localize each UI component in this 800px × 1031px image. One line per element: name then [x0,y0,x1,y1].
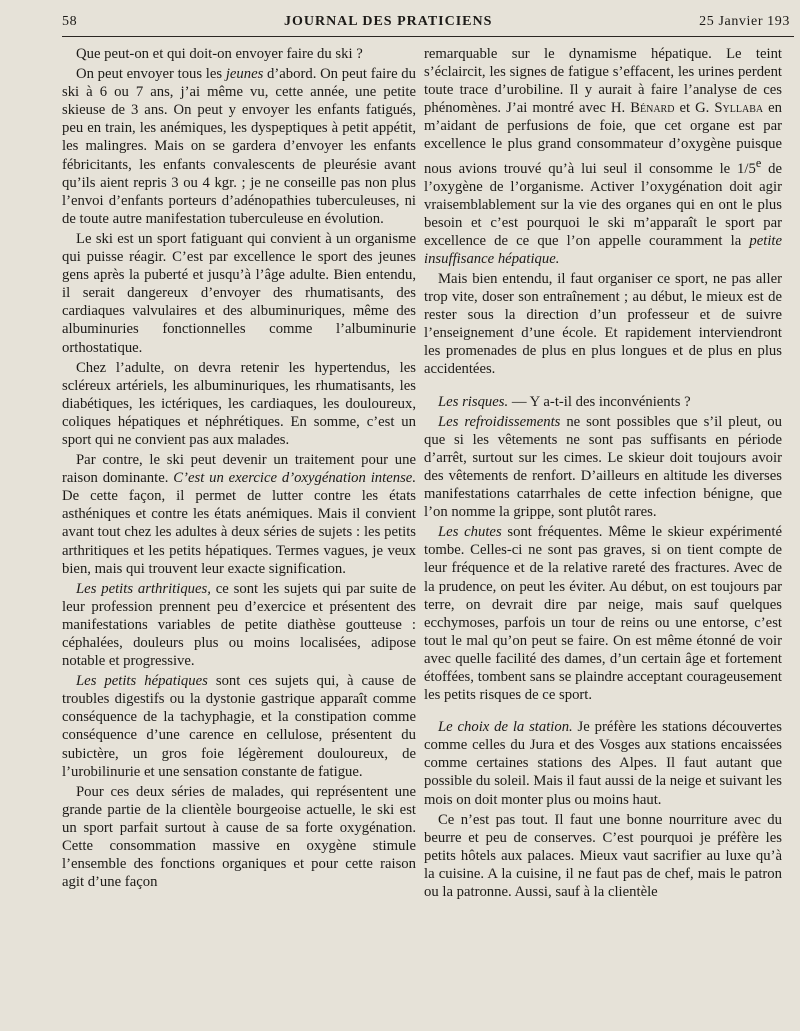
section-heading: Le choix de la station. [438,719,573,736]
section-heading: Les risques. [438,393,509,410]
journal-title: JOURNAL DES PRATICIENS [283,14,493,29]
right-column [424,45,782,903]
author-name: Bénard [630,100,675,117]
section-heading-paragraph: Le choix de la station. Je préfère les stations découvertes comme celles du Jura et des Vosges aux stations encaissées comme certaines stations des Alpes. Il faut autant que possible du soleil. Mais il faut aussi de la neige et suivant les mois on doit monter plus ou moins haut. [424,719,782,808]
page-header [62,14,790,36]
page-number: 58 [62,14,78,29]
paragraph: Mais bien entendu, il faut organiser ce sport, ne pas aller trop vite, doser son entraînement ; au début, le mieux est de rester sous la direction d’un professeur et de suivre l’enseignement d’une école. Et rapidement interviendront les promenades de plus en plus longues et de plus en plus accidentées. [424,271,782,378]
paragraph: Les petits arthritiques, ce sont les sujets qui par suite de leur profession prennent peu d’exercice et présentent des manifestations variables de petite diathèse goutteuse : céphalées, douleurs plus ou moins localisées, adipose notable et progressive. [62,580,417,670]
author-name: Syllaba [714,100,764,117]
issue-date: 25 Janvier 193 [699,14,790,29]
paragraph: Le ski est un sport fatiguant qui convient à un organisme qui puisse réagir. C’est par excellence le sport des jeunes gens après la puberté et jusqu’à l’âge adulte. Bien entendu, il serait dangereux d’envoyer des rhumatisants, des cardiaques valvulaires et des albuminuriques, même des albuminuries fonctionnelles comme l’albuminurie orthostatique. [62,230,416,356]
left-column [62,45,416,893]
paragraph: Par contre, le ski peut devenir un traitement pour une raison dominante. C’est un exercice d’oxygénation intense. De cette façon, il permet de lutter contre les états asthéniques et contre les états anémiques. Mais il convient avant tout chez les adultes à deux séries de sujets : les petits arthritiques et les petits hépatiques. Termes vagues, je veux bien, mais qui trouvent leur exacte signification. [62,452,416,577]
paragraph: Pour ces deux séries de malades, qui représentent une grande partie de la clientèle bourgeoise actuelle, le ski est un sport parfait surtout à cause de sa forte oxygénation. Cette consommation massive en oxygène stimule l’ensemble des fonctions organiques et pour cette raison agit d’une façon [62,783,416,891]
paragraph: Les refroidissements ne sont possibles que s’il pleut, ou que si les vêtements ne sont pas suffisants en période d’arrêt, surtout sur les cimes. Le skieur doit toujours avoir des vêtements de renfort. D’ailleurs en altitude les diverses manifestations catarrhales de cette infection bénigne, que l’on nomme la grippe, sont plutôt rares. [424,413,782,521]
paragraph: Ce n’est pas tout. Il faut une bonne nourriture avec du beurre et peu de conserves. C’est pourquoi je préfère les petits hôtels aux palaces. Mieux vaut sacrifier au luxe qu’à la cuisine. A la cuisine, il ne faut pas de chef, mais le patron ou la patronne. Aussi, sauf à la clientèle [424,811,782,901]
header-rule [62,36,794,37]
paragraph: On peut envoyer tous les jeunes d’abord. On peut faire du ski à 6 ou 7 ans, j’ai même vu, cette année, une petite skieuse de 3 ans. On peut y envoyer les enfants fatigués, peu en train, les anémiques, les dyspeptiques à petit appétit, les malingres. Mais on se gardera d’envoyer les enfants fébricitants, les enfants convalescents de pleurésie avant qu’ils aient repris 3 ou 4 kgr. ; je ne conseille pas non plus l’envoi d’enfants porteurs d’adénopathies tuberculeuses, ni de toute autre manifestation tuberculeuse en évolution. [62,66,416,227]
paragraph: remarquable sur le dynamisme hépatique. Le teint s’éclaircit, les signes de fatigue s’effacent, les urines perdent toute trace d’urobiline. Il y aurait à faire l’analyse de ces phénomènes. J’ai montré avec H. Bénard et G. Syllaba en m’aidant de perfusions de foie, que cet organe est par excellence le plus grand consommateur d’oxygène puisque nous avions trouvé qu’à lui seul il consomme le 1/5e de l’oxygène de l’organisme. Activer l’oxygénation doit agir vraisemblablement sur la vie des organes qui en ont le plus besoin et c’est pourquoi le ski m’apparaît le sport par excellence de ce que l’on appelle couramment la petite insuffisance hépatique. [424,46,782,267]
paragraph: Chez l’adulte, on devra retenir les hypertendus, les scléreux artériels, les albuminuriques, les rhumatisants, les diabétiques, les ictériques, les cardiaques, les douloureux, coliques hépatiques et néphrétiques. En somme, c’est un sport qui ne convient pas aux malades. [62,359,416,448]
paragraph: Les petits hépatiques sont ces sujets qui, à cause de troubles digestifs ou la dystonie gastrique apparaît comme conséquence de la tachyphagie, et la constipation comme conséquence d’une carence en cellulose, présentent du subictère, un gros foie légèrement douloureux, de l’urobilinurie et une sensation constante de fatigue. [62,673,416,780]
paragraph: Que peut-on et qui doit-on envoyer faire du ski ? [76,46,363,62]
section-heading-paragraph: Les risques. — Y a-t-il des inconvénients ? [438,393,691,410]
paragraph: Les chutes sont fréquentes. Même le skieur expérimenté tombe. Celles-ci ne sont pas graves, si on tient compte de leur fréquence et de la relative rareté des fractures. Avec de la prudence, on peut les éviter. Au début, on est toujours par terre, on devrait dire par neige, mais sauf quelques ecchymoses, parfois un tour de reins ou une entorse, c’est tout le mal qu’on peut se faire. On est même étonné de voir avec quelle facilité des dames, d’un certain âge et fortement étoffées, tombent sans se plaindre acceptant courageusement les petits risques de ce sport. [424,524,782,704]
